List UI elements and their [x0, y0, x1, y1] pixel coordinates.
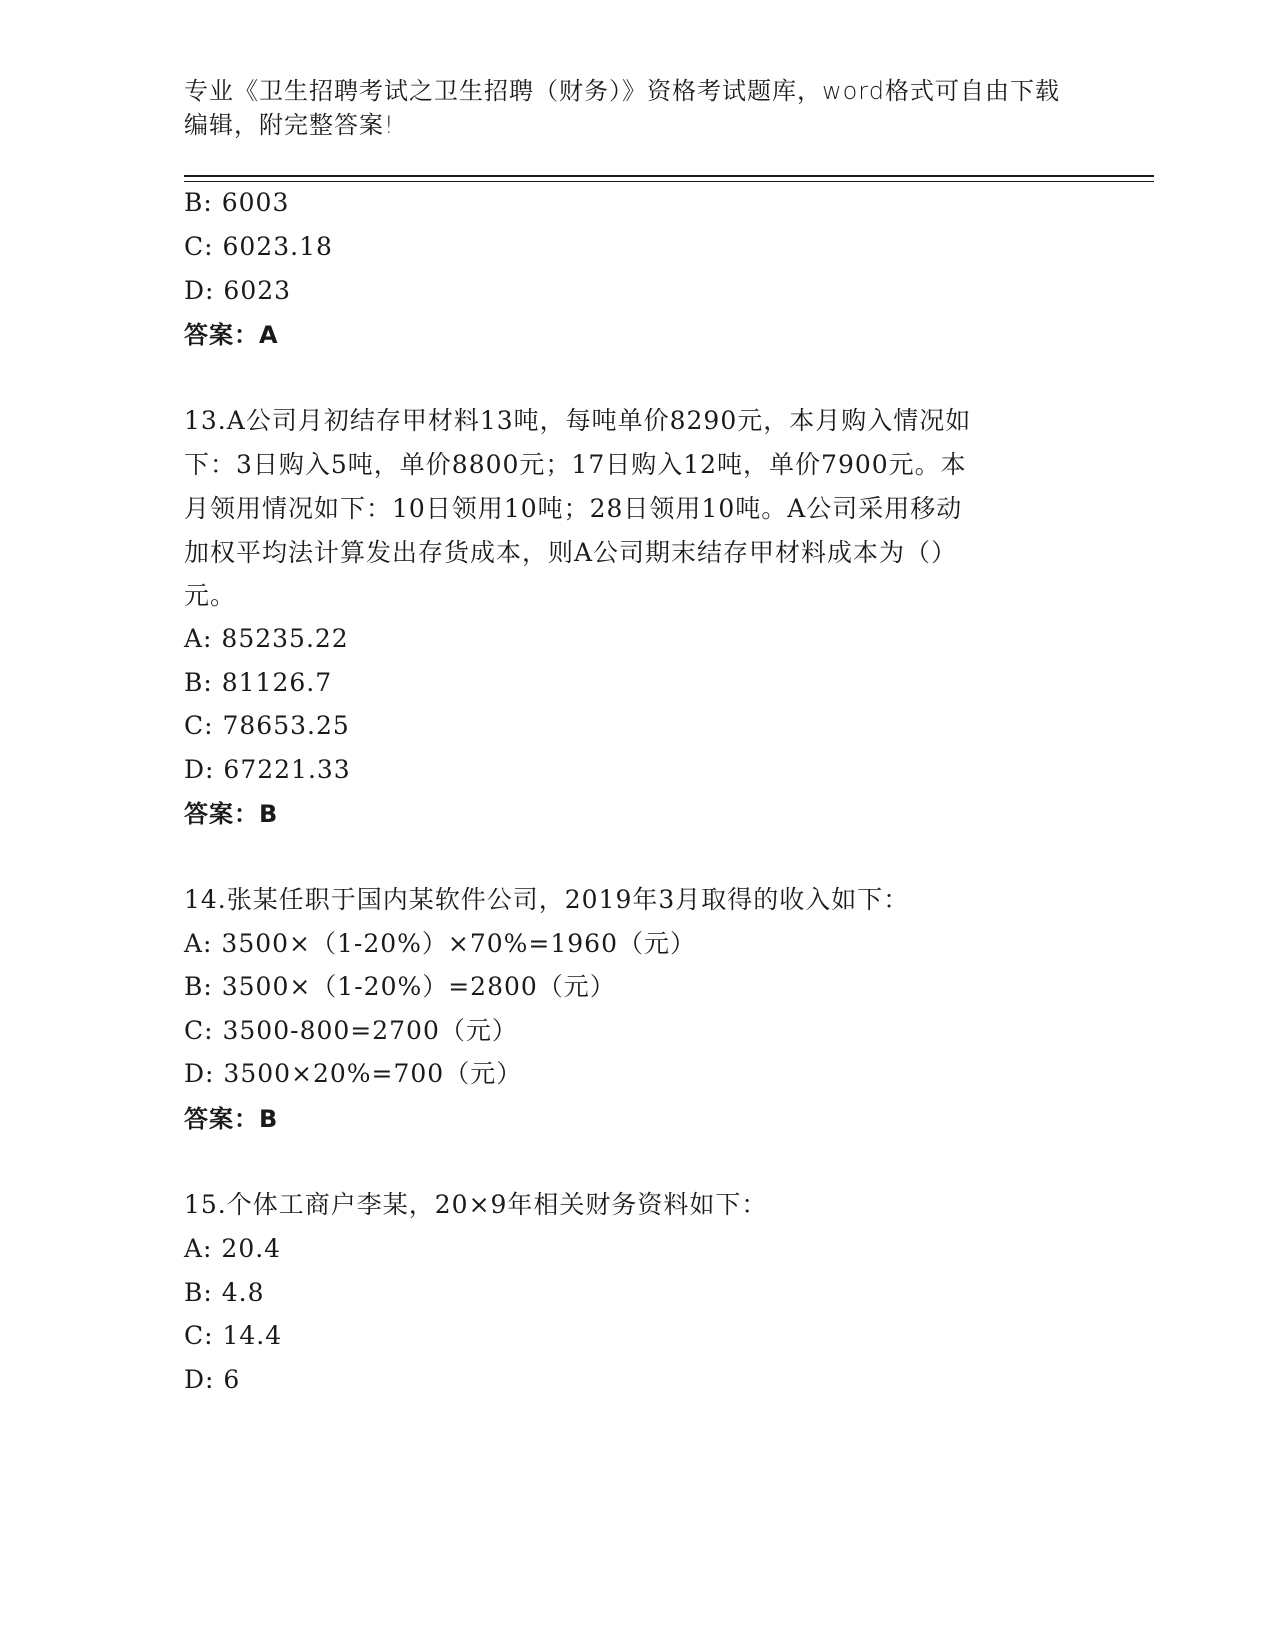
q14-stem-line-1: 14.张某任职于国内某软件公司，2019年3月取得的收入如下：: [184, 885, 910, 914]
q13-stem-line-5: 元。: [184, 581, 237, 610]
q13-stem-line-1: 13.A公司月初结存甲材料13吨，每吨单价8290元，本月购入情况如: [184, 406, 972, 435]
q15-option-a: A: 20.4: [184, 1234, 282, 1263]
q14-option-a: A: 3500×（1-20%）×70%=1960（元）: [184, 929, 696, 958]
q12-option-b: B: 6003: [184, 188, 290, 217]
q15-stem-line-1: 15.个体工商户李某，20×9年相关财务资料如下：: [184, 1190, 768, 1219]
header-divider-thick: [184, 175, 1154, 177]
document-header: [184, 74, 1074, 142]
q14-option-b: B: 3500×（1-20%）=2800（元）: [184, 972, 616, 1001]
q14-option-d: D: 3500×20%=700（元）: [184, 1059, 523, 1088]
q13-option-b: B: 81126.7: [184, 668, 333, 697]
q14-option-c: C: 3500-800=2700（元）: [184, 1016, 518, 1045]
q15-option-d: D: 6: [184, 1365, 241, 1394]
q15-option-b: B: 4.8: [184, 1278, 265, 1307]
q12-option-c: C: 6023.18: [184, 232, 333, 261]
q13-stem-line-2: 下：3日购入5吨，单价8800元；17日购入12吨，单价7900元。本: [184, 450, 967, 479]
q13-answer: 答案：B: [184, 800, 279, 828]
header-line-1: 专业《卫生招聘考试之卫生招聘（财务）》资格考试题库，word格式可自由下载: [184, 77, 1060, 105]
q12-answer: 答案：A: [184, 321, 279, 349]
header-divider-thin: [184, 181, 1154, 182]
q14-answer: 答案：B: [184, 1105, 279, 1133]
q15-option-c: C: 14.4: [184, 1321, 283, 1350]
q13-stem-line-4: 加权平均法计算发出存货成本，则A公司期末结存甲材料成本为（）: [184, 538, 958, 567]
q13-option-a: A: 85235.22: [184, 624, 349, 653]
q13-option-c: C: 78653.25: [184, 711, 350, 740]
q13-stem-line-3: 月领用情况如下：10日领用10吨；28日领用10吨。A公司采用移动: [184, 494, 963, 523]
q12-option-d: D: 6023: [184, 276, 292, 305]
q13-option-d: D: 67221.33: [184, 755, 351, 784]
header-line-2: 编辑，附完整答案!: [184, 111, 395, 139]
